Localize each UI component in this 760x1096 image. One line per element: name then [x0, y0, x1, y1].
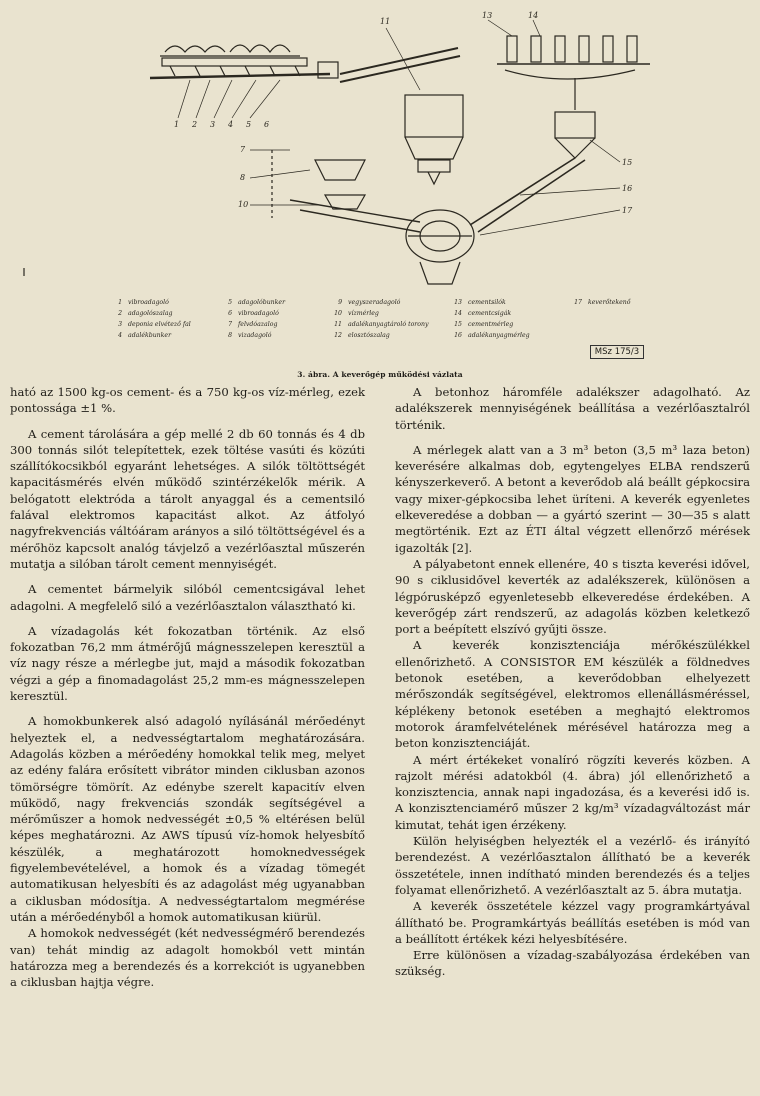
- callout-13: 13: [482, 11, 493, 20]
- callout-16: 16: [622, 184, 633, 193]
- paragraph: ható az 1500 kg-os cement- és a 750 kg-os víz-mérleg, ezek pontossága ±1 %.: [10, 385, 365, 416]
- legend-item: 17 keverőtekenő: [574, 299, 631, 306]
- callout-2: 2: [192, 120, 198, 129]
- paragraph: A vízadagolás két fokozatban történik. Az első fokozatban 76,2 mm átmérőjű mágnesszelepen keresztül a víz nagy része a mérlegbe jut, majd a második fokozatban végzi a gép a finomadagolást 25,2 mm-es mágnesszelepen keresztül.: [10, 623, 365, 704]
- right-column: [395, 384, 750, 989]
- callout-7: 7: [240, 145, 246, 154]
- legend-item: 12 elosztószalag: [334, 332, 390, 339]
- body-text: [10, 384, 750, 1084]
- legend-item: 9 vegyszeradagoló: [338, 299, 401, 306]
- legend-item: 4 adalékbunker: [118, 332, 172, 339]
- callout-14: 14: [528, 11, 539, 20]
- paragraph: A pályabetont ennek ellenére, 40 s tiszta keverési idővel, 90 s ciklusidővel keverték az adalékszerek, különösen a légpórusképző egyenletesebb elkeveredése érdekében. A keverőgép zárt rendszerű, az adagolás közben keletkező port a beépített elszívó gyűjti össze.: [395, 556, 750, 637]
- paragraph: A cementet bármelyik silóból cementcsigával lehet adagolni. A megfelelő siló a vezérlőasztalon választható ki.: [10, 582, 365, 613]
- legend-item: 14 cementcsigák: [454, 310, 512, 317]
- figure-machine-diagram: [0, 0, 760, 380]
- paragraph: A homokok nedvességét (két nedvességmérő berendezés van) tehát mindig az adagolt homokból vett mintán határozza meg a berendezés és a korrekciót is ugyanebben a ciklusban hajtja végre.: [10, 926, 365, 990]
- paragraph: A homokbunkerek alsó adagoló nyílásánál mérőedényt helyeztek el, a nedvességtartalom meghatározására. Adagolás közben a mérőedény homokkal telik meg, melyet az edény falára erősített vibrátor minden ciklusban azonos tömörségre tömörít. Az edénybe szerelt kapacitív elven működő, nagy frekvenciás szondák segítségével a mérőműszer a homok nedvességét ±0,5 % eltérésen belül képes meghatározni. Az AWS típusú víz-homok helyesbítő készülék, a meghatározott homoknedvességek figyelembevételével, a homok és a vízadag tömegét automatikusan helyesbíti és az adagolást még ugyanabban a ciklusban módosítja. A nedvességtartalom megmérése után a mérőedényből a homok automatikusan kiürül.: [10, 714, 365, 924]
- legend-item: 7 felvdóazalog: [228, 321, 278, 328]
- callout-11: 11: [380, 17, 391, 26]
- standard-stamp: MSz 175/3: [590, 345, 644, 359]
- legend-item: 6 vibroadagoló: [228, 310, 279, 317]
- paragraph: A keverék konzisztenciája mérőkészülékkel ellenőrizhető. A CONSISTOR EM készülék a földnedves betonok esetében, a keverődobban elhelyezett mérőszondák segítségével, elektromos ellenállásméréssel, képlékeny betonok esetében a meghajtó elektromos motorok áramfelvételének mérésével határozza meg a beton konzisztenciáját.: [395, 638, 750, 751]
- callout-4: 4: [228, 120, 234, 129]
- paragraph: Külön helyiségben helyezték el a vezérlő- és irányító berendezést. A vezérlőasztalon állítható be a keverék összetétele, innen indítható minden berendezés és a teljes folyamat ellenőrizhető. A vezérlőasztalt az 5. ábra mutatja.: [395, 834, 750, 897]
- legend-item: 1 vibroadagoló: [118, 299, 169, 306]
- legend-item: 10 vízmérleg: [334, 310, 379, 317]
- legend-item: 15 cementmérleg: [454, 321, 514, 328]
- paragraph: A mért értékeket vonalíró rögzíti keverés közben. A rajzolt mérési adatokból (4. ábra) jól ellenőrizhető a konzisztencia, annak napi ingadozása, és a keverési idő is. A konzisztenciamérő műszer 2 kg/m³ vízadagváltozást már kimutat, tehát igen érzékeny.: [395, 752, 750, 832]
- legend-item: 2 adagolószalag: [118, 310, 173, 317]
- callout-3: 3: [210, 120, 216, 129]
- legend-item: 13 cementsilók: [454, 299, 506, 306]
- callout-6: 6: [264, 120, 270, 129]
- legend-item: 5 adagolóbunker: [228, 299, 286, 306]
- paragraph: A keverék összetétele kézzel vagy programkártyával állítható be. Programkártyás beállítás esetében is mód van a beállított értékek kézi helyesbítésére.: [395, 899, 750, 946]
- callout-17: 17: [622, 206, 633, 215]
- paragraph: A mérlegek alatt van a 3 m³ beton (3,5 m³ laza beton) keverésére alkalmas dob, egytengelyes ELBA rendszerű kényszerkeverő. A betont a keverődob alá beállt gépkocsira vagy mixer-gépkocsiba lehet üríteni. A keverék egyenletes elkeveredése a dobban — a gyártó szerint — 30—35 s alatt megtörténik. Ezt az ÉTI által végzett ellenőrző mérések igazolták [2].: [395, 442, 750, 555]
- legend-item: 8 vizadagoló: [228, 332, 272, 339]
- legend-item: 16 adalékanyagmérleg: [454, 332, 530, 339]
- legend-item: 3 deponia elvétező fal: [118, 321, 191, 328]
- callout-8: 8: [240, 173, 246, 182]
- paragraph: A betonhoz háromféle adalékszer adagolható. Az adalékszerek mennyiségének beállítása a vezérlőasztalról történik.: [395, 385, 750, 432]
- paragraph: A cement tárolására a gép mellé 2 db 60 tonnás és 4 db 300 tonnás silót telepítettek, ezek töltése vasúti és közúti szállítókocsikból egyaránt lehetséges. A silók töltöttségét kapacitásmérés elvén működő szintérzékelők mérik. A belógatott elektróda a tárolt anyaggal és a cementsiló falával elektromos kapacitást alkot. Az átfolyó nagyfrekvenciás váltóáram arányos a siló töltöttségével és a mérőhöz kapcsolt analóg távjelző a vezérlőasztal műszerén mutatja a silóban tárolt cement mennyiségét.: [10, 426, 365, 571]
- left-column: [10, 384, 365, 999]
- figure-caption: 3. ábra. A keverőgép működési vázlata: [297, 370, 463, 379]
- callout-5: 5: [246, 120, 252, 129]
- callout-1: 1: [174, 120, 180, 129]
- callout-10: 10: [238, 200, 249, 209]
- paragraph: Erre különösen a vízadag-szabályozása érdekében van szükség.: [395, 948, 750, 979]
- legend-item: 11 adalékanyagtároló torony: [334, 321, 429, 328]
- callout-15: 15: [622, 158, 633, 167]
